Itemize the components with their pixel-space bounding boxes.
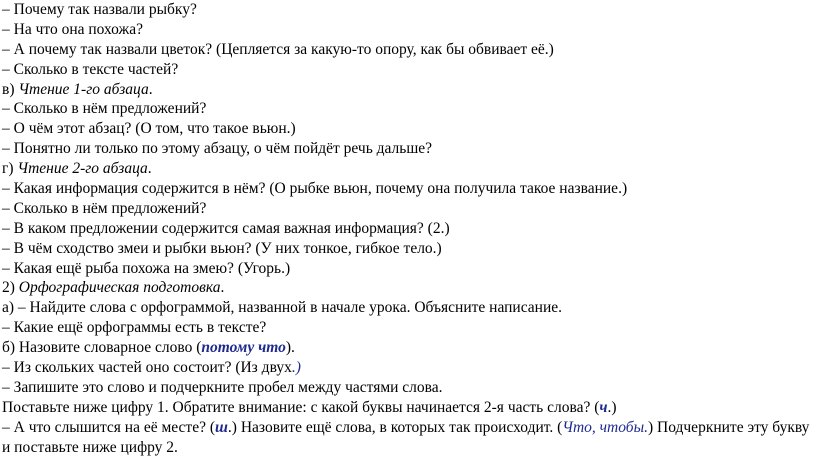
line-text: .) Назовите ещё слова, в которых так происходит. ( [227, 418, 563, 436]
text-line-10: – Какая информация содержится в нём? (О рыбке вьюн, почему она получила такое название.) [2, 180, 628, 198]
heading-marker: г) [2, 160, 18, 178]
text-line-2: – На что она похожа? [2, 20, 144, 38]
heading-period: . [220, 279, 225, 297]
text-line-19 [2, 358, 814, 378]
highlighted-words: Что, чтобы. [562, 418, 648, 436]
section-heading-reading-2 [2, 159, 814, 179]
highlighted-word: потому что [201, 339, 286, 357]
line-text: Поставьте ниже цифру 1. Обратите внимание: с какой буквы начинается 2-я часть слова? ( [2, 398, 600, 416]
text-line-4: – Сколько в тексте частей? [2, 60, 179, 78]
text-line-20: – Запишите это слово и подчеркните пробел между частями слова. [2, 378, 443, 396]
text-line-16: а) – Найдите слова с орфограммой, названной в начале урока. Объясните написание. [2, 299, 563, 317]
text-line-6: – Сколько в нём предложений? [2, 100, 207, 118]
lesson-text [2, 0, 814, 457]
line-text: .) [607, 398, 617, 416]
text-line-23: и поставьте ниже цифру 2. [2, 438, 178, 456]
text-line-1: – Почему так назвали рыбку? [2, 1, 197, 18]
heading-period: . [148, 80, 153, 98]
text-line-12: – В каком предложении содержится самая важная информация? (2.) [2, 219, 450, 237]
line-text: ). [285, 339, 295, 357]
text-line-8: – Понятно ли только по этому абзацу, о чём пойдёт речь дальше? [2, 140, 433, 158]
heading-marker: 2) [2, 279, 19, 297]
heading-italic-text: Чтение 1-го абзаца [18, 80, 149, 98]
line-text: – Из скольких частей оно состоит? (Из двух [2, 359, 292, 377]
text-line-21 [2, 398, 814, 418]
section-heading-spelling [2, 278, 814, 298]
heading-period: . [147, 160, 152, 178]
text-line-14: – Какая ещё рыба похожа на змею? (Угорь.) [2, 259, 291, 277]
text-line-7: – О чём этот абзац? (О том, что такое вьюн.) [2, 120, 296, 138]
text-line-18 [2, 338, 814, 358]
heading-marker: в) [2, 80, 19, 98]
text-line-13: – В чём сходство змеи и рыбки вьюн? (У них тонкое, гибкое тело.) [2, 239, 442, 257]
text-line-11: – Сколько в нём предложений? [2, 199, 207, 217]
highlighted-punctuation: .) [291, 359, 301, 377]
text-line-17: – Какие ещё орфограммы есть в тексте? [2, 319, 267, 337]
text-line-3: – А почему так назвали цветок? (Цепляется за какую-то опору, как бы обвивает её.) [2, 40, 554, 58]
text-line-22 [2, 418, 814, 438]
line-text: б) Назовите словарное слово ( [2, 339, 202, 357]
line-text: ) Подчеркните эту букву [647, 418, 810, 436]
heading-italic-text: Орфографическая подготовка [18, 279, 221, 297]
highlighted-letter: ч [599, 398, 608, 416]
highlighted-letter: ш [215, 418, 228, 436]
line-text: – А что слышится на её месте? ( [2, 418, 215, 436]
section-heading-reading-1 [2, 80, 814, 100]
heading-italic-text: Чтение 2-го абзаца [17, 160, 148, 178]
